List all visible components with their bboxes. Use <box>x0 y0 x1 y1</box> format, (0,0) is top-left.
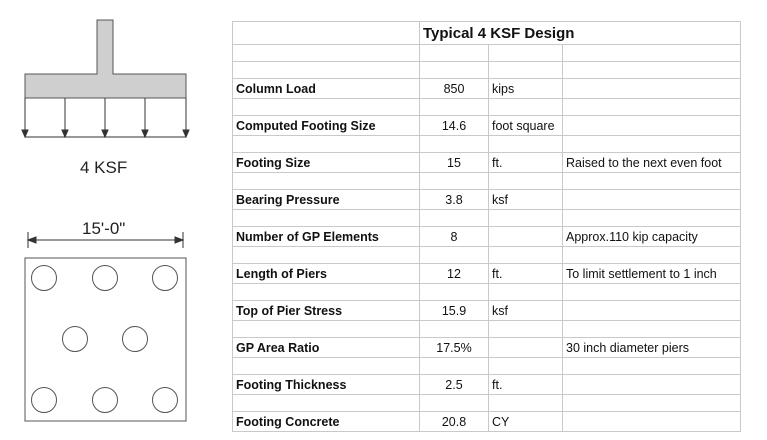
note-cell <box>563 412 741 432</box>
unit-cell: ft. <box>489 264 563 284</box>
spacer-row <box>233 45 741 62</box>
value-cell: 15.9 <box>420 301 489 321</box>
pressure-label: 4 KSF <box>80 158 128 177</box>
value-cell: 3.8 <box>420 190 489 210</box>
label-cell: Length of Piers <box>233 264 420 284</box>
label-cell: Footing Size <box>233 153 420 173</box>
spacer-row <box>233 99 741 116</box>
note-cell <box>563 116 741 136</box>
table-title: Typical 4 KSF Design <box>420 22 741 45</box>
label-cell: GP Area Ratio <box>233 338 420 358</box>
spacer-row <box>233 247 741 264</box>
value-cell: 8 <box>420 227 489 247</box>
label-cell: Column Load <box>233 79 420 99</box>
note-cell: Raised to the next even foot <box>563 153 741 173</box>
spacer-row <box>233 136 741 153</box>
unit-cell: kips <box>489 79 563 99</box>
unit-cell: ksf <box>489 301 563 321</box>
label-cell: Computed Footing Size <box>233 116 420 136</box>
unit-cell: foot square <box>489 116 563 136</box>
note-cell <box>563 79 741 99</box>
spacer-row <box>233 173 741 190</box>
blank-cell <box>233 22 420 45</box>
unit-cell: CY <box>489 412 563 432</box>
spacer-row <box>233 321 741 338</box>
spacer-row <box>233 210 741 227</box>
note-cell <box>563 301 741 321</box>
table-row <box>233 116 741 136</box>
table-row <box>233 79 741 99</box>
column-and-footing-shape <box>25 20 186 98</box>
unit-cell: ft. <box>489 375 563 395</box>
design-table <box>232 21 741 432</box>
note-cell: To limit settlement to 1 inch <box>563 264 741 284</box>
dimension-label: 15'-0" <box>82 219 126 238</box>
value-cell: 2.5 <box>420 375 489 395</box>
label-cell: Top of Pier Stress <box>233 301 420 321</box>
spacer-row <box>233 358 741 375</box>
table-row <box>233 412 741 432</box>
title-row <box>233 22 741 45</box>
value-cell: 850 <box>420 79 489 99</box>
value-cell: 15 <box>420 153 489 173</box>
table-row <box>233 375 741 395</box>
note-cell <box>563 190 741 210</box>
value-cell: 12 <box>420 264 489 284</box>
table-row <box>233 227 741 247</box>
unit-cell <box>489 338 563 358</box>
value-cell: 14.6 <box>420 116 489 136</box>
table-row <box>233 153 741 173</box>
footing-drawing <box>0 0 215 440</box>
table-row <box>233 190 741 210</box>
table-row <box>233 264 741 284</box>
bearing-pressure-arrows <box>22 98 189 137</box>
unit-cell: ksf <box>489 190 563 210</box>
spacer-row <box>233 284 741 301</box>
unit-cell <box>489 227 563 247</box>
label-cell: Number of GP Elements <box>233 227 420 247</box>
footing-plan <box>25 258 186 421</box>
note-cell: 30 inch diameter piers <box>563 338 741 358</box>
table-row <box>233 301 741 321</box>
note-cell <box>563 375 741 395</box>
label-cell: Footing Concrete <box>233 412 420 432</box>
label-cell: Bearing Pressure <box>233 190 420 210</box>
spacer-row <box>233 395 741 412</box>
value-cell: 20.8 <box>420 412 489 432</box>
spacer-row <box>233 62 741 79</box>
note-cell: Approx.110 kip capacity <box>563 227 741 247</box>
value-cell: 17.5% <box>420 338 489 358</box>
unit-cell: ft. <box>489 153 563 173</box>
table-row <box>233 338 741 358</box>
label-cell: Footing Thickness <box>233 375 420 395</box>
